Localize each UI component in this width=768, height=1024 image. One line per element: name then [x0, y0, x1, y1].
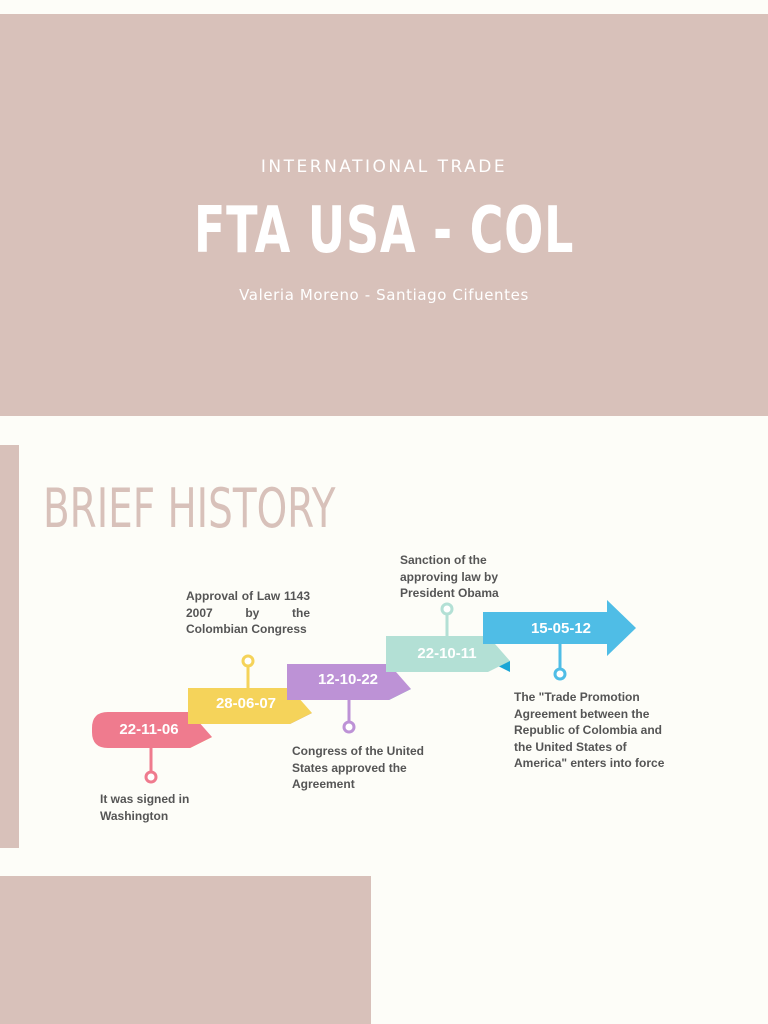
timeline-step-2-dot	[243, 656, 253, 666]
timeline-note-3: Congress of the United States approved the Agreement	[292, 744, 425, 791]
timeline-note-2: Approval of Law 1143 2007 by the Colombian Congress	[186, 589, 310, 636]
timeline-step-4-dot	[442, 604, 452, 614]
cover-kicker: INTERNATIONAL TRADE	[260, 157, 508, 177]
timeline-note-1: It was signed in Washington	[100, 792, 190, 823]
timeline-step-3-dot	[344, 722, 354, 732]
bottom-accent-block	[0, 876, 371, 1024]
section-title: BRIEF HISTORY	[43, 477, 336, 540]
cover-section	[0, 14, 768, 416]
timeline-step-5-dot	[555, 669, 565, 679]
timeline-date-5: 15-05-12	[530, 620, 592, 637]
cover-title: FTA USA - COL	[193, 194, 575, 268]
timeline-date-1: 22-11-06	[119, 721, 179, 738]
timeline-date-4: 22-10-11	[417, 645, 477, 662]
timeline-date-2: 28-06-07	[215, 695, 277, 712]
timeline-note-4: Sanction of the approving law by President Obama	[400, 553, 499, 600]
timeline-date-3: 12-10-22	[317, 671, 379, 688]
timeline-step-1-dot	[146, 772, 156, 782]
cover-authors: Valeria Moreno - Santiago Cifuentes	[239, 286, 529, 304]
timeline-note-5: The "Trade Promotion Agreement between the Republic of Colombia and the United States of America" enters into force	[514, 690, 665, 770]
